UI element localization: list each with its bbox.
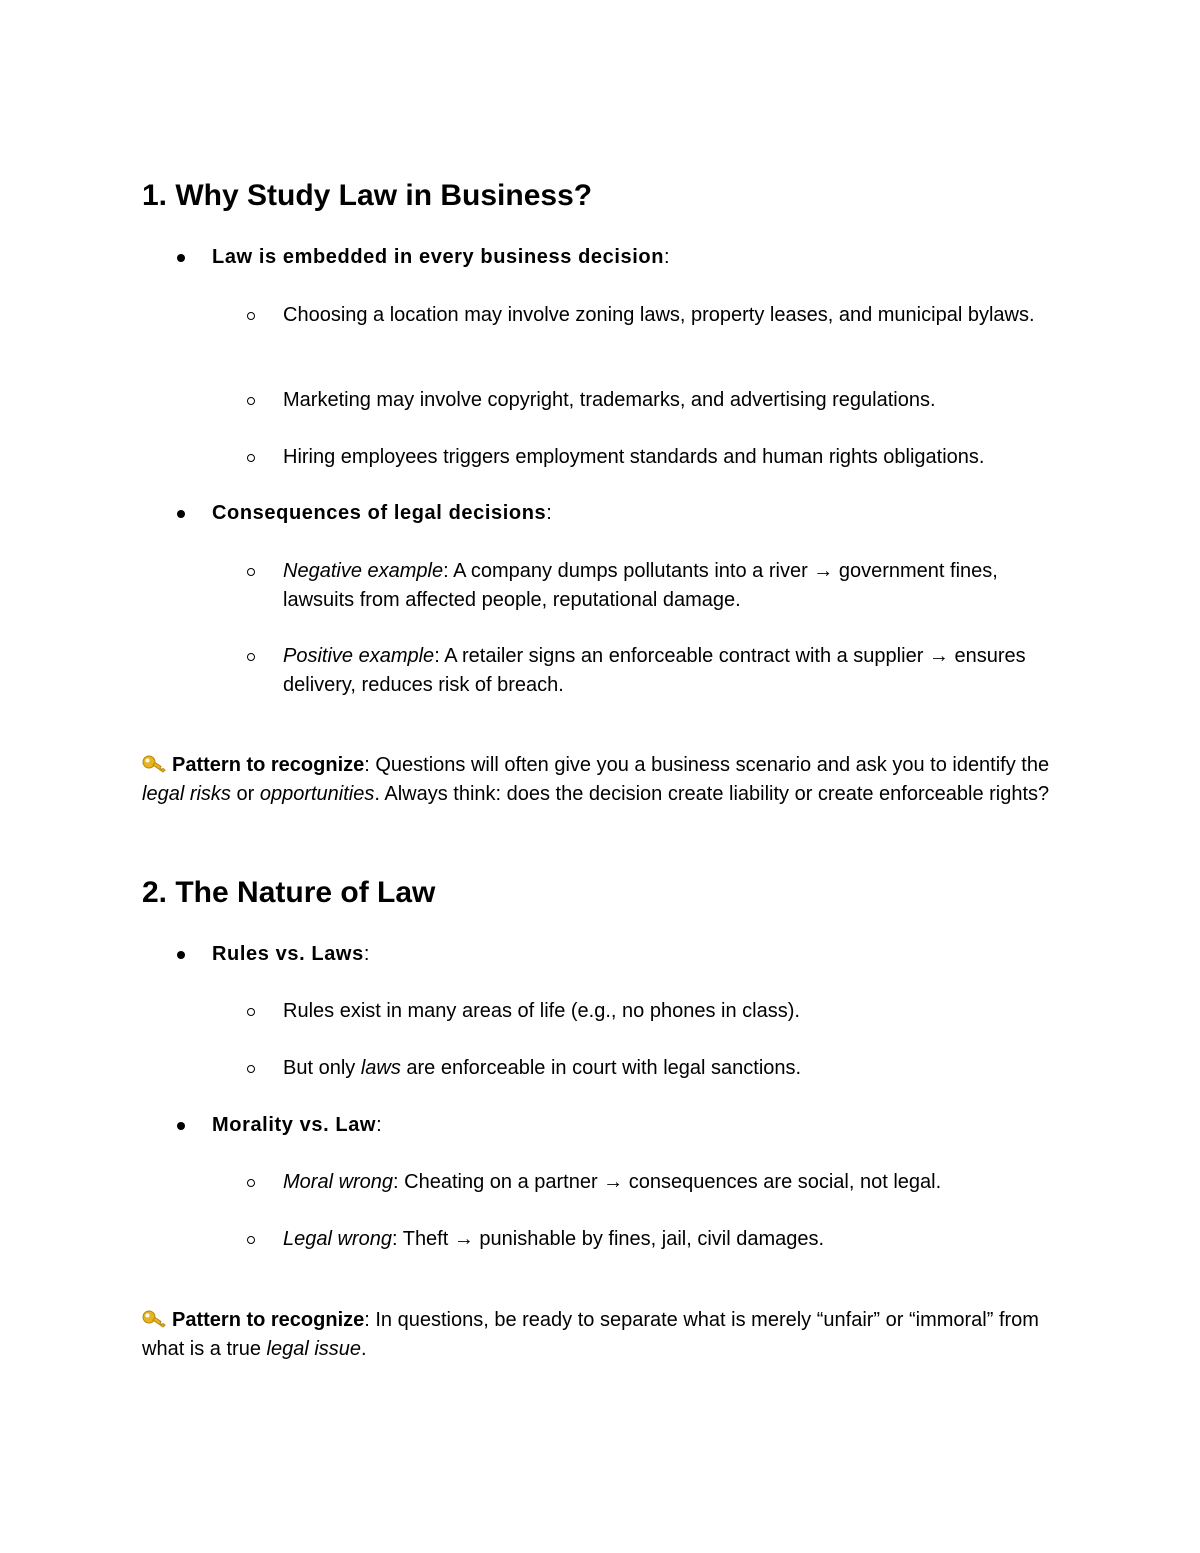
circle-bullet-icon	[247, 1179, 255, 1187]
sub-bullet-item: But only laws are enforceable in court with legal sanctions.	[283, 1054, 1063, 1083]
bullet-dot-icon	[177, 510, 185, 518]
key-icon	[142, 753, 166, 773]
bullet-label: Consequences of legal decisions	[212, 502, 547, 524]
circle-bullet-icon	[247, 568, 255, 576]
sub-bullet-item: Choosing a location may involve zoning laws, property leases, and municipal bylaws.	[283, 301, 1063, 330]
circle-bullet-icon	[247, 312, 255, 320]
key-icon	[142, 1308, 166, 1328]
bullet-dot-icon	[177, 951, 185, 959]
sub-bullet-item: Legal wrong: Theft → punishable by fines, jail, civil damages.	[283, 1225, 1063, 1254]
circle-bullet-icon	[247, 1065, 255, 1073]
bullet-item: Morality vs. Law:	[212, 1111, 382, 1140]
pattern-callout: Pattern to recognize: Questions will often give you a business scenario and ask you to identify the legal risks or opportunities. Always think: does the decision create liability or create enforceable rights?	[142, 754, 1050, 805]
pattern-callout: Pattern to recognize: In questions, be ready to separate what is merely “unfair” or “immoral” from what is a true legal issue.	[142, 1309, 1039, 1360]
bullet-label: Morality vs. Law	[212, 1114, 377, 1136]
circle-bullet-icon	[247, 397, 255, 405]
sub-bullet-item: Marketing may involve copyright, trademarks, and advertising regulations.	[283, 386, 1063, 415]
bullet-dot-icon	[177, 254, 185, 262]
section-heading: 2. The Nature of Law	[142, 876, 436, 909]
bullet-label: Rules vs. Laws	[212, 943, 364, 965]
bullet-label: Law is embedded in every business decision	[212, 246, 665, 268]
section-heading: 1. Why Study Law in Business?	[142, 179, 593, 212]
circle-bullet-icon	[247, 454, 255, 462]
sub-bullet-item: Rules exist in many areas of life (e.g., no phones in class).	[283, 997, 1063, 1026]
circle-bullet-icon	[247, 1236, 255, 1244]
sub-bullet-item: Hiring employees triggers employment standards and human rights obligations.	[283, 443, 1063, 472]
sub-bullet-item: Moral wrong: Cheating on a partner → consequences are social, not legal.	[283, 1168, 1063, 1197]
sub-bullet-item: Positive example: A retailer signs an enforceable contract with a supplier → ensures delivery, reduces risk of breach.	[283, 642, 1063, 700]
bullet-dot-icon	[177, 1122, 185, 1130]
bullet-item: Law is embedded in every business decision:	[212, 243, 670, 272]
circle-bullet-icon	[247, 1008, 255, 1016]
bullet-item: Rules vs. Laws:	[212, 940, 369, 969]
circle-bullet-icon	[247, 653, 255, 661]
bullet-item: Consequences of legal decisions:	[212, 499, 552, 528]
sub-bullet-item: Negative example: A company dumps pollutants into a river → government fines, lawsuits from affected people, reputational damage.	[283, 557, 1063, 615]
